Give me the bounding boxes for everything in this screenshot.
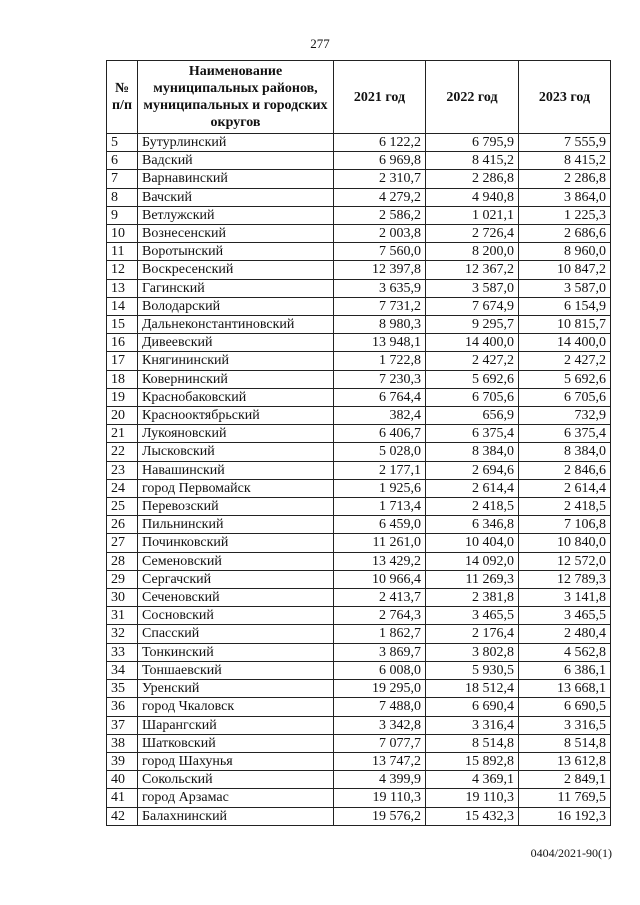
value-2021: 6 764,4 xyxy=(334,388,426,406)
row-number: 8 xyxy=(107,188,138,206)
value-2021: 11 261,0 xyxy=(334,534,426,552)
table-row xyxy=(107,443,611,461)
district-name: Спасский xyxy=(138,625,334,643)
row-number: 24 xyxy=(107,479,138,497)
district-name: Балахнинский xyxy=(138,807,334,825)
row-number: 14 xyxy=(107,297,138,315)
district-name: Тоншаевский xyxy=(138,661,334,679)
table-row xyxy=(107,752,611,770)
value-2023: 2 686,6 xyxy=(519,225,611,243)
value-2021: 13 747,2 xyxy=(334,752,426,770)
value-2023: 3 864,0 xyxy=(519,188,611,206)
value-2022: 8 200,0 xyxy=(426,243,519,261)
table-row xyxy=(107,243,611,261)
value-2023: 13 668,1 xyxy=(519,680,611,698)
value-2023: 3 316,5 xyxy=(519,716,611,734)
table-row xyxy=(107,188,611,206)
value-2021: 6 459,0 xyxy=(334,516,426,534)
value-2021: 6 008,0 xyxy=(334,661,426,679)
page-number: 277 xyxy=(310,36,330,51)
row-number: 6 xyxy=(107,152,138,170)
value-2023: 6 375,4 xyxy=(519,425,611,443)
row-number: 19 xyxy=(107,388,138,406)
value-2023: 10 815,7 xyxy=(519,316,611,334)
value-2022: 2 614,4 xyxy=(426,479,519,497)
header-2022: 2022 год xyxy=(426,61,519,134)
district-name: Дальнеконстантиновский xyxy=(138,316,334,334)
row-number: 16 xyxy=(107,334,138,352)
district-name: Краснооктябрьский xyxy=(138,407,334,425)
district-name: Пильнинский xyxy=(138,516,334,534)
district-name: город Первомайск xyxy=(138,479,334,497)
district-name: город Арзамас xyxy=(138,789,334,807)
table-row xyxy=(107,206,611,224)
row-number: 5 xyxy=(107,134,138,152)
row-number: 36 xyxy=(107,698,138,716)
value-2023: 1 225,3 xyxy=(519,206,611,224)
value-2023: 6 386,1 xyxy=(519,661,611,679)
value-2023: 10 847,2 xyxy=(519,261,611,279)
value-2021: 6 122,2 xyxy=(334,134,426,152)
value-2023: 4 562,8 xyxy=(519,643,611,661)
value-2023: 10 840,0 xyxy=(519,534,611,552)
document-code: 0404/2021-90(1) xyxy=(530,846,612,860)
value-2023: 3 465,5 xyxy=(519,607,611,625)
value-2022: 4 369,1 xyxy=(426,771,519,789)
value-2022: 2 176,4 xyxy=(426,625,519,643)
row-number: 39 xyxy=(107,752,138,770)
value-2023: 7 106,8 xyxy=(519,516,611,534)
value-2023: 3 141,8 xyxy=(519,589,611,607)
row-number: 38 xyxy=(107,734,138,752)
row-number: 35 xyxy=(107,680,138,698)
value-2022: 10 404,0 xyxy=(426,534,519,552)
value-2022: 2 286,8 xyxy=(426,170,519,188)
value-2022: 7 674,9 xyxy=(426,297,519,315)
row-number: 28 xyxy=(107,552,138,570)
table-row xyxy=(107,316,611,334)
value-2022: 8 514,8 xyxy=(426,734,519,752)
district-name: Сергачский xyxy=(138,570,334,588)
district-name: город Чкаловск xyxy=(138,698,334,716)
district-name: Дивеевский xyxy=(138,334,334,352)
district-name: Ветлужский xyxy=(138,206,334,224)
value-2023: 3 587,0 xyxy=(519,279,611,297)
value-2022: 2 381,8 xyxy=(426,589,519,607)
value-2022: 11 269,3 xyxy=(426,570,519,588)
budget-table xyxy=(106,60,611,826)
value-2023: 2 846,6 xyxy=(519,461,611,479)
value-2021: 12 397,8 xyxy=(334,261,426,279)
value-2023: 12 789,3 xyxy=(519,570,611,588)
table-row xyxy=(107,661,611,679)
district-name: Починковский xyxy=(138,534,334,552)
value-2023: 8 415,2 xyxy=(519,152,611,170)
value-2021: 382,4 xyxy=(334,407,426,425)
value-2022: 3 316,4 xyxy=(426,716,519,734)
table-row xyxy=(107,807,611,825)
value-2023: 8 960,0 xyxy=(519,243,611,261)
table-row xyxy=(107,716,611,734)
row-number: 17 xyxy=(107,352,138,370)
row-number: 7 xyxy=(107,170,138,188)
district-name: Тонкинский xyxy=(138,643,334,661)
value-2022: 6 795,9 xyxy=(426,134,519,152)
row-number: 37 xyxy=(107,716,138,734)
value-2022: 5 692,6 xyxy=(426,370,519,388)
value-2021: 1 925,6 xyxy=(334,479,426,497)
value-2023: 5 692,6 xyxy=(519,370,611,388)
table-row xyxy=(107,498,611,516)
value-2023: 13 612,8 xyxy=(519,752,611,770)
value-2022: 14 092,0 xyxy=(426,552,519,570)
header-2021: 2021 год xyxy=(334,61,426,134)
row-number: 25 xyxy=(107,498,138,516)
district-name: Ковернинский xyxy=(138,370,334,388)
district-name: Сокольский xyxy=(138,771,334,789)
table-row xyxy=(107,771,611,789)
row-number: 11 xyxy=(107,243,138,261)
value-2022: 8 415,2 xyxy=(426,152,519,170)
value-2023: 2 614,4 xyxy=(519,479,611,497)
value-2022: 3 802,8 xyxy=(426,643,519,661)
district-name: Воскресенский xyxy=(138,261,334,279)
value-2021: 13 948,1 xyxy=(334,334,426,352)
value-2021: 3 342,8 xyxy=(334,716,426,734)
value-2023: 12 572,0 xyxy=(519,552,611,570)
table-row xyxy=(107,552,611,570)
row-number: 29 xyxy=(107,570,138,588)
value-2021: 8 980,3 xyxy=(334,316,426,334)
table-body xyxy=(107,134,611,826)
district-name: Бутурлинский xyxy=(138,134,334,152)
value-2022: 2 726,4 xyxy=(426,225,519,243)
value-2023: 14 400,0 xyxy=(519,334,611,352)
district-name: город Шахунья xyxy=(138,752,334,770)
row-number: 34 xyxy=(107,661,138,679)
value-2022: 8 384,0 xyxy=(426,443,519,461)
district-name: Уренский xyxy=(138,680,334,698)
row-number: 30 xyxy=(107,589,138,607)
value-2021: 4 399,9 xyxy=(334,771,426,789)
value-2021: 5 028,0 xyxy=(334,443,426,461)
value-2021: 7 560,0 xyxy=(334,243,426,261)
district-name: Володарский xyxy=(138,297,334,315)
district-name: Шатковский xyxy=(138,734,334,752)
value-2022: 12 367,2 xyxy=(426,261,519,279)
row-number: 23 xyxy=(107,461,138,479)
district-name: Варнавинский xyxy=(138,170,334,188)
row-number: 22 xyxy=(107,443,138,461)
value-2022: 656,9 xyxy=(426,407,519,425)
district-name: Вознесенский xyxy=(138,225,334,243)
table-row xyxy=(107,625,611,643)
table-row xyxy=(107,425,611,443)
value-2021: 7 077,7 xyxy=(334,734,426,752)
table-row xyxy=(107,680,611,698)
value-2021: 7 488,0 xyxy=(334,698,426,716)
district-name: Краснобаковский xyxy=(138,388,334,406)
table-row xyxy=(107,570,611,588)
header-name: Наименование муниципальных районов, муниципальных и городских округов xyxy=(138,61,334,134)
value-2022: 6 346,8 xyxy=(426,516,519,534)
value-2022: 2 427,2 xyxy=(426,352,519,370)
table-row xyxy=(107,225,611,243)
value-2022: 6 705,6 xyxy=(426,388,519,406)
value-2021: 19 110,3 xyxy=(334,789,426,807)
value-2021: 4 279,2 xyxy=(334,188,426,206)
table-row xyxy=(107,134,611,152)
value-2021: 2 177,1 xyxy=(334,461,426,479)
value-2022: 9 295,7 xyxy=(426,316,519,334)
table-row xyxy=(107,152,611,170)
value-2023: 8 384,0 xyxy=(519,443,611,461)
value-2021: 3 869,7 xyxy=(334,643,426,661)
value-2021: 2 003,8 xyxy=(334,225,426,243)
value-2022: 2 418,5 xyxy=(426,498,519,516)
district-name: Навашинский xyxy=(138,461,334,479)
value-2021: 19 295,0 xyxy=(334,680,426,698)
value-2022: 15 892,8 xyxy=(426,752,519,770)
value-2021: 1 862,7 xyxy=(334,625,426,643)
value-2023: 11 769,5 xyxy=(519,789,611,807)
value-2021: 3 635,9 xyxy=(334,279,426,297)
row-number: 32 xyxy=(107,625,138,643)
table-row xyxy=(107,643,611,661)
value-2023: 6 154,9 xyxy=(519,297,611,315)
row-number: 13 xyxy=(107,279,138,297)
table-row xyxy=(107,589,611,607)
value-2021: 19 576,2 xyxy=(334,807,426,825)
row-number: 41 xyxy=(107,789,138,807)
table-row xyxy=(107,370,611,388)
value-2022: 19 110,3 xyxy=(426,789,519,807)
row-number: 31 xyxy=(107,607,138,625)
value-2023: 6 690,5 xyxy=(519,698,611,716)
table-row xyxy=(107,698,611,716)
value-2023: 2 480,4 xyxy=(519,625,611,643)
value-2021: 6 969,8 xyxy=(334,152,426,170)
value-2022: 5 930,5 xyxy=(426,661,519,679)
table-row xyxy=(107,734,611,752)
row-number: 12 xyxy=(107,261,138,279)
value-2021: 2 764,3 xyxy=(334,607,426,625)
value-2022: 3 587,0 xyxy=(426,279,519,297)
table-row xyxy=(107,170,611,188)
value-2023: 2 849,1 xyxy=(519,771,611,789)
value-2022: 15 432,3 xyxy=(426,807,519,825)
value-2022: 18 512,4 xyxy=(426,680,519,698)
district-name: Перевозский xyxy=(138,498,334,516)
value-2022: 1 021,1 xyxy=(426,206,519,224)
district-name: Семеновский xyxy=(138,552,334,570)
row-number: 40 xyxy=(107,771,138,789)
value-2023: 2 286,8 xyxy=(519,170,611,188)
table-row xyxy=(107,607,611,625)
value-2023: 8 514,8 xyxy=(519,734,611,752)
table-row xyxy=(107,279,611,297)
table-row xyxy=(107,388,611,406)
value-2023: 732,9 xyxy=(519,407,611,425)
table-row xyxy=(107,334,611,352)
district-name: Воротынский xyxy=(138,243,334,261)
value-2023: 2 427,2 xyxy=(519,352,611,370)
table-row xyxy=(107,789,611,807)
district-name: Сеченовский xyxy=(138,589,334,607)
value-2022: 6 375,4 xyxy=(426,425,519,443)
row-number: 20 xyxy=(107,407,138,425)
table-row xyxy=(107,407,611,425)
value-2021: 2 310,7 xyxy=(334,170,426,188)
table-row xyxy=(107,479,611,497)
table-row xyxy=(107,461,611,479)
table-row xyxy=(107,516,611,534)
district-name: Лукояновский xyxy=(138,425,334,443)
table-row xyxy=(107,261,611,279)
value-2022: 14 400,0 xyxy=(426,334,519,352)
table-header-row xyxy=(107,61,611,134)
value-2021: 7 230,3 xyxy=(334,370,426,388)
row-number: 26 xyxy=(107,516,138,534)
district-name: Вадский xyxy=(138,152,334,170)
row-number: 21 xyxy=(107,425,138,443)
district-name: Шарангский xyxy=(138,716,334,734)
value-2022: 6 690,4 xyxy=(426,698,519,716)
value-2023: 7 555,9 xyxy=(519,134,611,152)
row-number: 42 xyxy=(107,807,138,825)
value-2022: 4 940,8 xyxy=(426,188,519,206)
value-2021: 13 429,2 xyxy=(334,552,426,570)
row-number: 15 xyxy=(107,316,138,334)
value-2021: 2 586,2 xyxy=(334,206,426,224)
header-2023: 2023 год xyxy=(519,61,611,134)
table-row xyxy=(107,297,611,315)
value-2021: 1 713,4 xyxy=(334,498,426,516)
row-number: 9 xyxy=(107,206,138,224)
value-2023: 16 192,3 xyxy=(519,807,611,825)
district-name: Лысковский xyxy=(138,443,334,461)
value-2023: 2 418,5 xyxy=(519,498,611,516)
value-2023: 6 705,6 xyxy=(519,388,611,406)
value-2021: 1 722,8 xyxy=(334,352,426,370)
district-name: Вачский xyxy=(138,188,334,206)
district-name: Княгининский xyxy=(138,352,334,370)
table-row xyxy=(107,352,611,370)
header-num: № п/п xyxy=(107,61,138,134)
value-2021: 10 966,4 xyxy=(334,570,426,588)
row-number: 18 xyxy=(107,370,138,388)
row-number: 10 xyxy=(107,225,138,243)
value-2021: 2 413,7 xyxy=(334,589,426,607)
district-name: Гагинский xyxy=(138,279,334,297)
value-2021: 7 731,2 xyxy=(334,297,426,315)
table-row xyxy=(107,534,611,552)
district-name: Сосновский xyxy=(138,607,334,625)
value-2022: 3 465,5 xyxy=(426,607,519,625)
row-number: 33 xyxy=(107,643,138,661)
value-2022: 2 694,6 xyxy=(426,461,519,479)
value-2021: 6 406,7 xyxy=(334,425,426,443)
row-number: 27 xyxy=(107,534,138,552)
